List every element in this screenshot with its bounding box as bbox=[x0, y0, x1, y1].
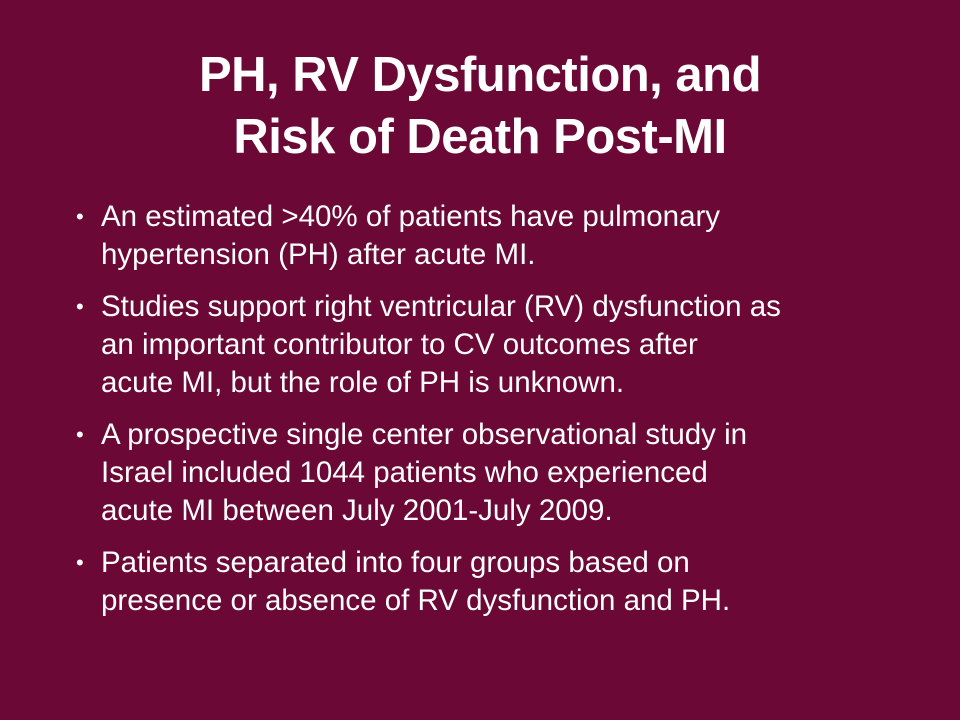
bullet-line: an important contributor to CV outcomes after bbox=[101, 328, 698, 361]
bullet-line: Patients separated into four groups based on bbox=[101, 546, 690, 579]
bullet-icon: • bbox=[76, 422, 84, 447]
slide-title bbox=[60, 44, 900, 168]
bullet-line: Israel included 1044 patients who experienced bbox=[101, 456, 708, 489]
bullet-item bbox=[74, 288, 904, 402]
bullet-line: acute MI between July 2001-July 2009. bbox=[101, 494, 613, 527]
bullet-item bbox=[74, 544, 904, 620]
bullet-line: An estimated >40% of patients have pulmonary bbox=[101, 200, 721, 233]
bullet-icon: • bbox=[76, 294, 84, 319]
bullet-item bbox=[74, 198, 904, 274]
bullet-line: A prospective single center observational study in bbox=[101, 418, 748, 451]
bullet-line: acute MI, but the role of PH is unknown. bbox=[101, 366, 625, 399]
bullet-line: Studies support right ventricular (RV) dysfunction as bbox=[101, 290, 781, 323]
bullet-icon: • bbox=[76, 204, 84, 229]
bullet-list bbox=[74, 198, 904, 634]
bullet-item bbox=[74, 416, 904, 530]
slide-title-line: PH, RV Dysfunction, and bbox=[198, 48, 762, 102]
bullet-icon: • bbox=[76, 550, 84, 575]
bullet-line: hypertension (PH) after acute MI. bbox=[101, 238, 536, 271]
slide-title-line: Risk of Death Post-MI bbox=[233, 110, 727, 164]
bullet-line: presence or absence of RV dysfunction and PH. bbox=[101, 584, 731, 617]
